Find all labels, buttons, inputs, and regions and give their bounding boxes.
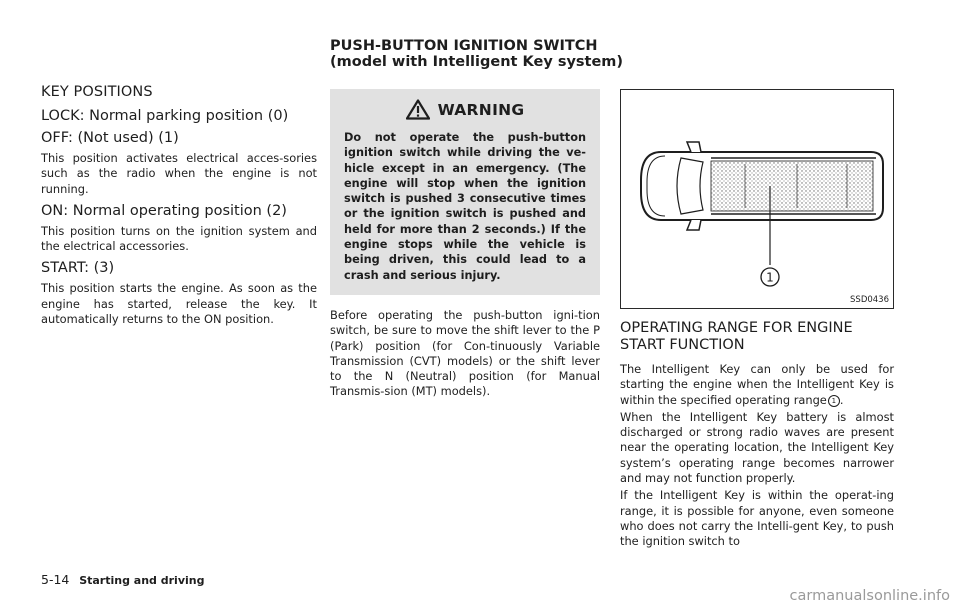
right-column [620,89,894,552]
off-position-title: OFF: (Not used) (1) [41,130,179,146]
left-column [41,84,317,329]
on-position-title: ON: Normal operating position (2) [41,202,287,219]
lock-position-title: LOCK: Normal parking position (0) [41,108,289,124]
warning-triangle-icon [406,99,430,120]
off-position-text: This position activates electrical acces-sories such as the radio when the engine is not running. [41,151,317,196]
before-operating-text: Before operating the push-button igni-tion switch, be sure to move the shift lever to the P (Park) position (for Con-tinuously Variable Transmission (CVT) models) or the shift lever to the N (Neutral) position (for Manual Transmis-sion (MT) models). [330,307,600,399]
start-position-title: START: (3) [41,260,115,277]
watermark: carmanualsonline.info [789,588,950,604]
circled-1-marker: 1 [828,395,840,407]
operating-range-title [620,320,894,354]
vehicle-top-view-illustration [621,90,893,308]
figure-code: SSD0436 [850,295,889,305]
warning-title: WARNING [437,100,525,119]
operating-range-para1 [620,362,894,408]
operating-range-para1-end: . [839,392,844,407]
section-title [330,38,623,70]
operating-range-para1-text: The Intelligent Key can only be used for starting the engine when the Intelligent Key is within the specified operating range [620,362,894,407]
operating-range-para2: When the Intelligent Key battery is almost discharged or strong radio waves are present near the operating location, the Intelligent Key system’s operating range becomes narrower and may not function properly. [620,409,894,486]
section-title-line1: PUSH-BUTTON IGNITION SWITCH [330,38,598,54]
middle-column [330,89,600,402]
warning-header [344,99,586,120]
operating-range-para3: If the Intelligent Key is within the operat-ing range, it is possible for anyone, even someone who does not carry the Intelli-gent Key, to push the ignition switch to [620,488,894,549]
on-position-text: This position turns on the ignition system and the electrical accessories. [41,223,317,254]
warning-text: Do not operate the push-button ignition switch while driving the ve-hicle except in an emergency. (The engine will stop when the ignition switch is pushed 3 consecutive times or the ignition switch is pushed and held for more than 2 seconds.) If the engine stops while the vehicle is being driven, this could lead to a crash and serious injury. [344,131,586,282]
chapter-name: Starting and driving [79,574,205,587]
figure-callout-1: 1 [766,270,774,285]
warning-box [330,89,600,295]
operating-range-figure [620,89,894,309]
page-number: 5-14 [41,572,70,587]
page-footer [41,572,204,587]
key-positions-heading: KEY POSITIONS [41,84,153,100]
operating-range-title-line1: OPERATING RANGE FOR ENGINE [620,320,853,336]
section-title-line2: (model with Intelligent Key system) [330,54,624,70]
operating-range-title-line2: START FUNCTION [620,337,745,353]
start-position-text: This position starts the engine. As soon as the engine has started, release the key. It automatically returns to the ON position. [41,281,317,327]
